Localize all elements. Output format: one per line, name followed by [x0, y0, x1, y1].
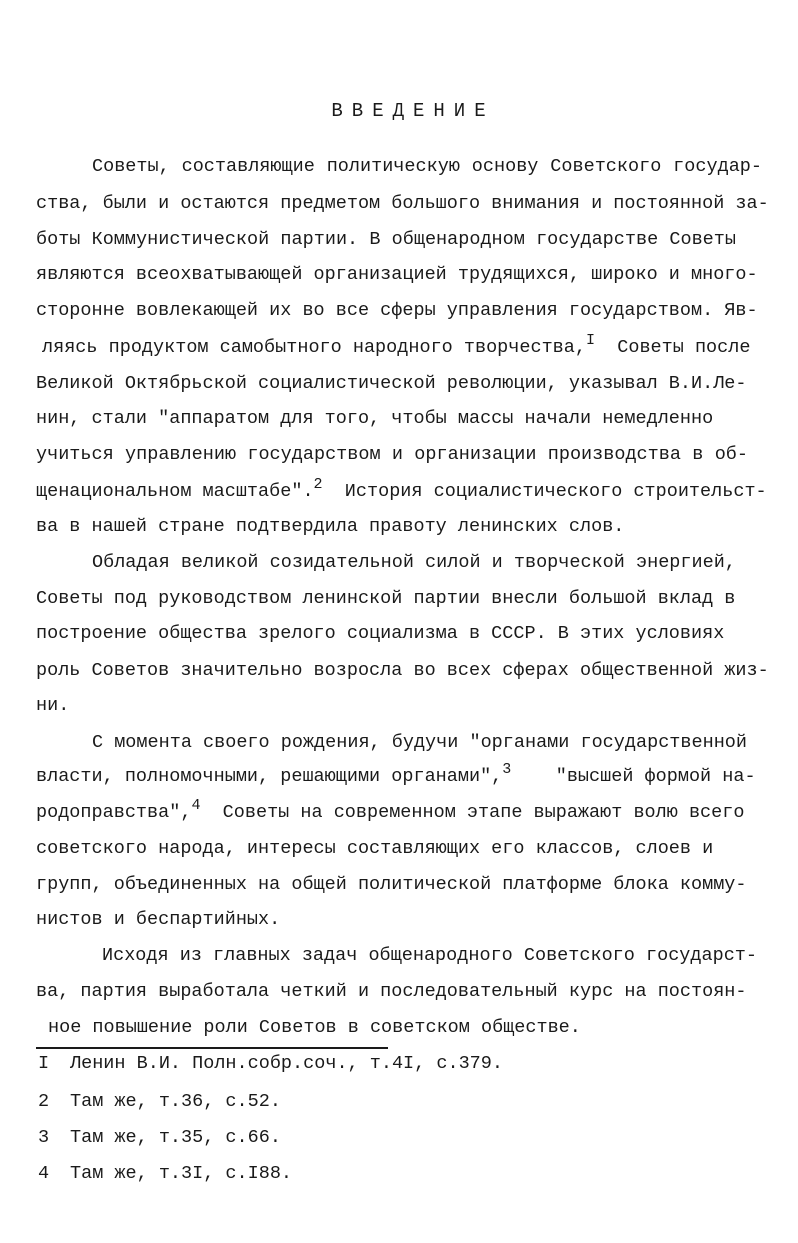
footnote-number: I	[38, 1053, 50, 1074]
text-line: боты Коммунистической партии. В общенародном государстве Советы	[36, 229, 736, 250]
text-line: учиться управлению государством и организации производства в об-	[36, 444, 748, 465]
text-line: С момента своего рождения, будучи "органами государственной	[92, 732, 748, 753]
text-line: Обладая великой созидательной силой и творческой энергией,	[92, 552, 736, 573]
footnote-number: 2	[38, 1091, 50, 1112]
footnote-ref: 4	[191, 797, 201, 814]
text-line: роль Советов значительно возросла во всех сферах общественной жиз-	[36, 660, 769, 681]
footnote-ref: 3	[502, 761, 512, 778]
text-fragment: родоправства",	[36, 802, 192, 823]
footnote-number: 3	[38, 1127, 50, 1148]
text-fragment: Советы после	[617, 337, 751, 358]
text-line: ства, были и остаются предметом большого внимания и постоянной за-	[36, 193, 769, 214]
footnote-ref: 2	[313, 476, 323, 493]
text-line: нистов и беспартийных.	[36, 909, 281, 930]
text-line-with-ref	[42, 332, 762, 360]
text-fragment: ляясь продуктом самобытного народного творчества,	[42, 337, 586, 358]
text-line: групп, объединенных на общей политической платформе блока комму-	[36, 874, 747, 895]
text-line: Великой Октябрьской социалистической революции, указывал В.И.Ле-	[36, 373, 747, 394]
text-fragment: Советы на современном этапе выражают волю всего	[222, 802, 745, 823]
footnote-text: Там же, т.35, с.66.	[70, 1127, 281, 1148]
footnote	[38, 1052, 503, 1076]
footnote-separator	[36, 1047, 388, 1049]
footnote-text: Там же, т.36, с.52.	[70, 1091, 281, 1112]
text-line: ное повышение роли Советов в советском обществе.	[48, 1017, 581, 1038]
text-line-with-ref	[36, 797, 745, 825]
text-line: ни.	[36, 695, 70, 716]
footnote	[38, 1162, 292, 1186]
footnote	[38, 1090, 281, 1114]
text-fragment: щенациональном масштабе".	[36, 481, 314, 502]
footnote-number: 4	[38, 1163, 50, 1184]
text-line: нин, стали "аппаратом для того, чтобы массы начали немедленно	[36, 408, 714, 429]
text-line: ва в нашей стране подтвердила правоту ленинских слов.	[36, 516, 625, 537]
footnote-text: Ленин В.И. Полн.собр.соч., т.4I, с.379.	[70, 1053, 503, 1074]
text-line: построение общества зрелого социализма в СССР. В этих условиях	[36, 623, 725, 644]
text-line: советского народа, интересы составляющих его классов, слоев и	[36, 838, 714, 859]
text-line: являются всеохватывающей организацией трудящихся, широко и много-	[36, 264, 758, 285]
text-line-with-ref	[36, 476, 767, 504]
text-line: сторонне вовлекающей их во все сферы управления государством. Яв-	[36, 300, 758, 321]
text-fragment: власти, полномочными, решающими органами",	[36, 766, 503, 787]
text-line: ва, партия выработала четкий и последовательный курс на постоян-	[36, 981, 747, 1002]
page-title: ВВЕДЕНИЕ	[331, 100, 495, 122]
text-line: Исходя из главных задач общенародного Советского государст-	[102, 945, 758, 966]
footnote	[38, 1126, 281, 1150]
text-line: Советы, составляющие политическую основу Советского государ-	[92, 156, 762, 177]
text-fragment: "высшей формой на-	[555, 766, 756, 787]
text-fragment: История социалистического строительст-	[344, 481, 767, 502]
footnote-text: Там же, т.3I, с.I88.	[70, 1163, 293, 1184]
text-line: Советы под руководством ленинской партии внесли большой вклад в	[36, 588, 736, 609]
text-line-with-ref	[36, 761, 756, 789]
footnote-ref: I	[586, 332, 596, 349]
